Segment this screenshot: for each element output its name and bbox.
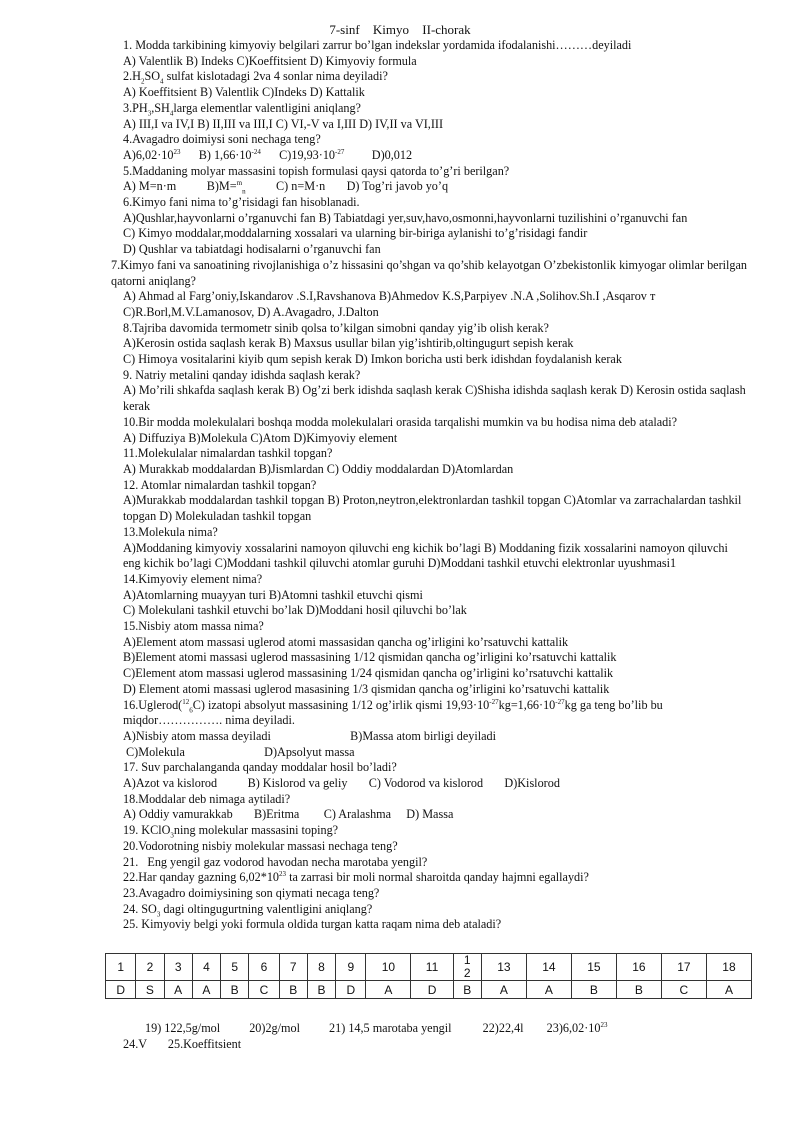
q20: 20.Vodorotning nisbiy molekular massasi nechaga teng? <box>123 838 398 853</box>
q4: 4.Avagadro doimiysi soni nechaga teng? <box>123 132 321 147</box>
answer-letters-row <box>106 981 752 999</box>
q15-option-b: B)Element atomi massasi uglerod massasining 1/12 qismidan qancha og’irligini ko’rsatuvchi kattalik <box>123 650 617 665</box>
answer-number-cell: 10 <box>366 954 411 981</box>
answer-letter-cell: B <box>571 981 616 999</box>
q16-options-cd: C)Molekula D)Apsolyut massa <box>123 744 355 759</box>
q23: 23.Avagadro doimiysining son qiymati necaga teng? <box>123 885 380 900</box>
term: II-chorak <box>422 22 471 37</box>
answer-21: 21) 14,5 marotaba yengil <box>329 1021 452 1035</box>
q1-options: A) Valentlik B) Indeks C)Koeffitsient D) Kimyoviy formula <box>123 53 417 68</box>
answer-24: 24.V <box>123 1037 147 1051</box>
q7-options-ab: A) Ahmad al Farg’oniy,Iskandarov .S.I,Ravshanova B)Ahmedov K.S,Parpiyev .N.A ,Solihov.Sh.I ,Asqarov т <box>123 289 656 304</box>
q3: $3.PH_3,SH_4larga$ elementlar valentligini aniqlang? <box>123 100 361 118</box>
answer-letter-cell: D <box>106 981 136 999</box>
q18-options: A) Oddiy vamurakkab B)Eritma C) Aralashma D) Massa <box>123 807 454 822</box>
q14: 14.Kimyoviy element nima? <box>123 571 263 586</box>
q16-options-ab: A)Nisbiy atom massa deyiladi B)Massa atom birligi deyiladi <box>123 728 497 743</box>
answer-number-cell: 1 2 <box>453 954 481 981</box>
q1: 1. Modda tarkibining kimyoviy belgilari zarrur bo’lgan indekslar yordamida ifodalanishi………deyiladi <box>123 38 632 52</box>
q10: 10.Bir modda molekulalari boshqa modda molekulalari orasida tarqalishi mumkin va bu hodisa nima deb ataladi? <box>123 414 678 429</box>
answer-letter-cell: A <box>366 981 411 999</box>
answer-letter-cell: A <box>526 981 571 999</box>
q2-options: A) Koeffitsient B) Valentlik C)Indeks D) Kattalik <box>123 85 365 100</box>
answer-letter-cell: B <box>453 981 481 999</box>
q15: 15.Nisbiy atom massa nima? <box>123 619 264 634</box>
q6-option-d: D) Qushlar va tabiatdagi hodisalarni o’rganuvchi fan <box>123 242 381 257</box>
answer-22: 22)22,4l <box>482 1021 524 1035</box>
answer-number-cell: 11 <box>411 954 453 981</box>
q12-options: A)Murakkab moddalardan tashkil topgan B) Proton,neytron,elektronlardan tashkil topgan C)Atomlar va zarrachalardan tashkil topgan D) Molekuladan tashkil topgan <box>123 493 742 524</box>
answer-number-cell: 15 <box>571 954 616 981</box>
answer-number-cell: 2 <box>136 954 164 981</box>
q16: 16.Uglerod($^{12}_6$C) izatopi absolyut massasining 1/12 og’irlik qismi $19,93\cdot 10^{-27}kg=1,66\cdot 10^{-27}kg$ ga teng bo’lib bu miqdor……………. nima deyiladi. <box>123 697 663 728</box>
answer-letter-cell: A <box>164 981 192 999</box>
q5: 5.Maddaning molyar massasini topish formulasi qaysi qatorda to’g’ri berilgan? <box>123 163 510 178</box>
q6: 6.Kimyo fani nima to’g’risidagi fan hisoblanadi. <box>123 195 360 210</box>
subject: Kimyo <box>372 22 410 37</box>
q9: 9. Natriy metalini qanday idishda saqlash kerak? <box>123 367 361 382</box>
answer-letter-cell: D <box>411 981 453 999</box>
q22: 22.Har qanday gazning $6,02*10^{23}$ ta zarrasi bir moli normal sharoitda qanday hajmni egallaydi? <box>123 870 589 885</box>
q21: 21. Eng yengil gaz vodorod havodan necha marotaba yengil? <box>123 854 428 869</box>
q19: 19. KClO$_3$ning molekular massasini toping? <box>123 823 339 840</box>
q7-options-cd: C)R.Borl,M.V.Lamanosov, D) A.Avagadro, J.Dalton <box>123 304 379 319</box>
q4-options: $A)6,02\cdot 10^{23}$ B) $1,66\cdot 10^{-24}$ $C)19,93\cdot 10^{-27}$ D)0,012 <box>123 147 413 162</box>
answer-letter-cell: B <box>307 981 335 999</box>
answer-number-cell: 3 <box>164 954 192 981</box>
answer-25: 25.Koeffitsient <box>167 1037 242 1051</box>
answer-number-cell: 8 <box>307 954 335 981</box>
q8-options-cd: C) Himoya vositalarini kiyib qum sepish kerak D) Imkon boricha usti berk idishdan foydalanish kerak <box>123 352 622 367</box>
q13-options: A)Moddaning kimyoviy xossalarini namoyon qiluvchi eng kichik bo’lagi B) Moddaning fizik xossalarini namoyon qiluvchi eng kichik bo’lagi C)Moddani tashkil qiluvchi atomlar guruhi D)Moddani tashkil etuvchi elektronlar uyushmasi1 <box>123 540 728 571</box>
answer-letter-cell: D <box>336 981 366 999</box>
grade: 7-sinf <box>329 22 360 37</box>
answer-number-cell: 13 <box>481 954 526 981</box>
answer-letter-cell: A <box>481 981 526 999</box>
q15-option-d: D) Element atomi massasi uglerod masasining 1/3 qismidan qancha og’irligini ko’rsatuvchi kattalik <box>123 681 610 696</box>
answer-numbers-row <box>106 954 752 981</box>
q2: $2.H_2SO_4$ sulfat kislotadagi 2va 4 sonlar nima deyiladi? <box>123 69 388 86</box>
page-header <box>0 22 800 38</box>
answer-number-cell: 16 <box>616 954 661 981</box>
q12: 12. Atomlar nimalardan tashkil topgan? <box>123 477 317 492</box>
answer-number-cell: 18 <box>706 954 751 981</box>
answer-letter-cell: S <box>136 981 164 999</box>
answer-20: 20)2g/mol <box>249 1021 300 1035</box>
answer-number-cell: 7 <box>279 954 307 981</box>
q17: 17. Suv parchalanganda qanday moddalar hosil bo’ladi? <box>123 760 397 775</box>
q11: 11.Molekulalar nimalardan tashkil topgan? <box>123 446 333 461</box>
answer-number-cell: 6 <box>249 954 279 981</box>
answer-number-cell: 14 <box>526 954 571 981</box>
q15-option-c: C)Element atom massasi uglerod massasining 1/24 qismidan qancha og’irligini ko’rsatuvchi kattalik <box>123 666 614 681</box>
answer-letter-cell: B <box>279 981 307 999</box>
q15-option-a: A)Element atom massasi uglerod atomi massasidan qancha og’irligini ko’rsatuvchi kattalik <box>123 634 569 649</box>
answer-letter-cell: A <box>192 981 220 999</box>
q9-options: A) Mo’rili shkafda saqlash kerak B) Og’zi berk idishda saqlash kerak C)Shisha idishda saqlash kerak D) Kerosin ostida saqlash kerak <box>123 383 746 414</box>
q5-options: A) M=n·m B)M=$^m_n$ C) n=M·n D) Tog’ri javob yo’q <box>123 179 449 196</box>
q18: 18.Moddalar deb nimaga aytiladi? <box>123 791 291 806</box>
answer-number-cell: 17 <box>661 954 706 981</box>
answer-23: $23)6,02\cdot 10^{23}$ <box>546 1020 608 1035</box>
answer-number-cell: 9 <box>336 954 366 981</box>
q24: 24. $SO_3$ dagi oltingugurtning valentligini aniqlang? <box>123 901 373 919</box>
answer-footer <box>123 1020 607 1052</box>
questions-body <box>111 38 748 933</box>
q25: 25. Kimyoviy belgi yoki formula oldida turgan katta raqam nima deb ataladi? <box>123 917 502 932</box>
answer-letter-cell: A <box>706 981 751 999</box>
answer-number-cell: 5 <box>221 954 249 981</box>
q6-options-ab: A)Qushlar,hayvonlarni o’rganuvchi fan B) Tabiatdagi yer,suv,havo,osmonni,hayvonlarni tuzilishini o’rganuvchi fan <box>123 210 688 225</box>
q7: 7.Kimyo fani va sanoatining rivojlanishiga o’z hissasini qo’shgan va qo’shib kelayotgan O’zbekistonlik kimyogar olimlar berilgan qatorni aniqlang? <box>111 257 747 288</box>
answer-letter-cell: B <box>221 981 249 999</box>
q3-options: A) III,I va IV,I B) II,III va III,I C) VI,-V va I,III D) IV,II va VI,III <box>123 116 444 131</box>
q17-options: A)Azot va kislorod B) Kislorod va geliy C) Vodorod va kislorod D)Kislorod <box>123 776 560 791</box>
answer-number-cell: 4 <box>192 954 220 981</box>
footer-answers-24-25 <box>123 1036 607 1052</box>
answer-letter-cell: C <box>249 981 279 999</box>
q6-option-c: C) Kimyo moddalar,moddalarning xossalari va ularning bir-biriga aylanishi to’g’risidagi fandir <box>123 226 588 241</box>
answer-letter-cell: B <box>616 981 661 999</box>
q14-options-ab: A)Atomlarning muayyan turi B)Atomni tashkil etuvchi qismi <box>123 587 423 602</box>
q8: 8.Tajriba davomida termometr sinib qolsa to’kilgan simobni qanday yig’ib olish kerak? <box>123 320 549 335</box>
answer-19: 19) 122,5g/mol <box>145 1021 221 1035</box>
footer-answers-19-23 <box>145 1020 607 1036</box>
answer-letter-cell: C <box>661 981 706 999</box>
answer-key-table <box>105 953 752 999</box>
answer-number-cell: 1 <box>106 954 136 981</box>
q10-options: A) Diffuziya B)Molekula C)Atom D)Kimyoviy element <box>123 430 398 445</box>
q13: 13.Molekula nima? <box>123 524 218 539</box>
q11-options: A) Murakkab moddalardan B)Jismlardan C) Oddiy moddalardan D)Atomlardan <box>123 461 514 476</box>
q8-options-ab: A)Kerosin ostida saqlash kerak B) Maxsus usullar bilan yig’ishtirib,oltingugurt sepish kerak <box>123 336 574 351</box>
q14-options-cd: C) Molekulani tashkil etuvchi bo’lak D)Moddani hosil qiluvchi bo’lak <box>123 603 467 618</box>
